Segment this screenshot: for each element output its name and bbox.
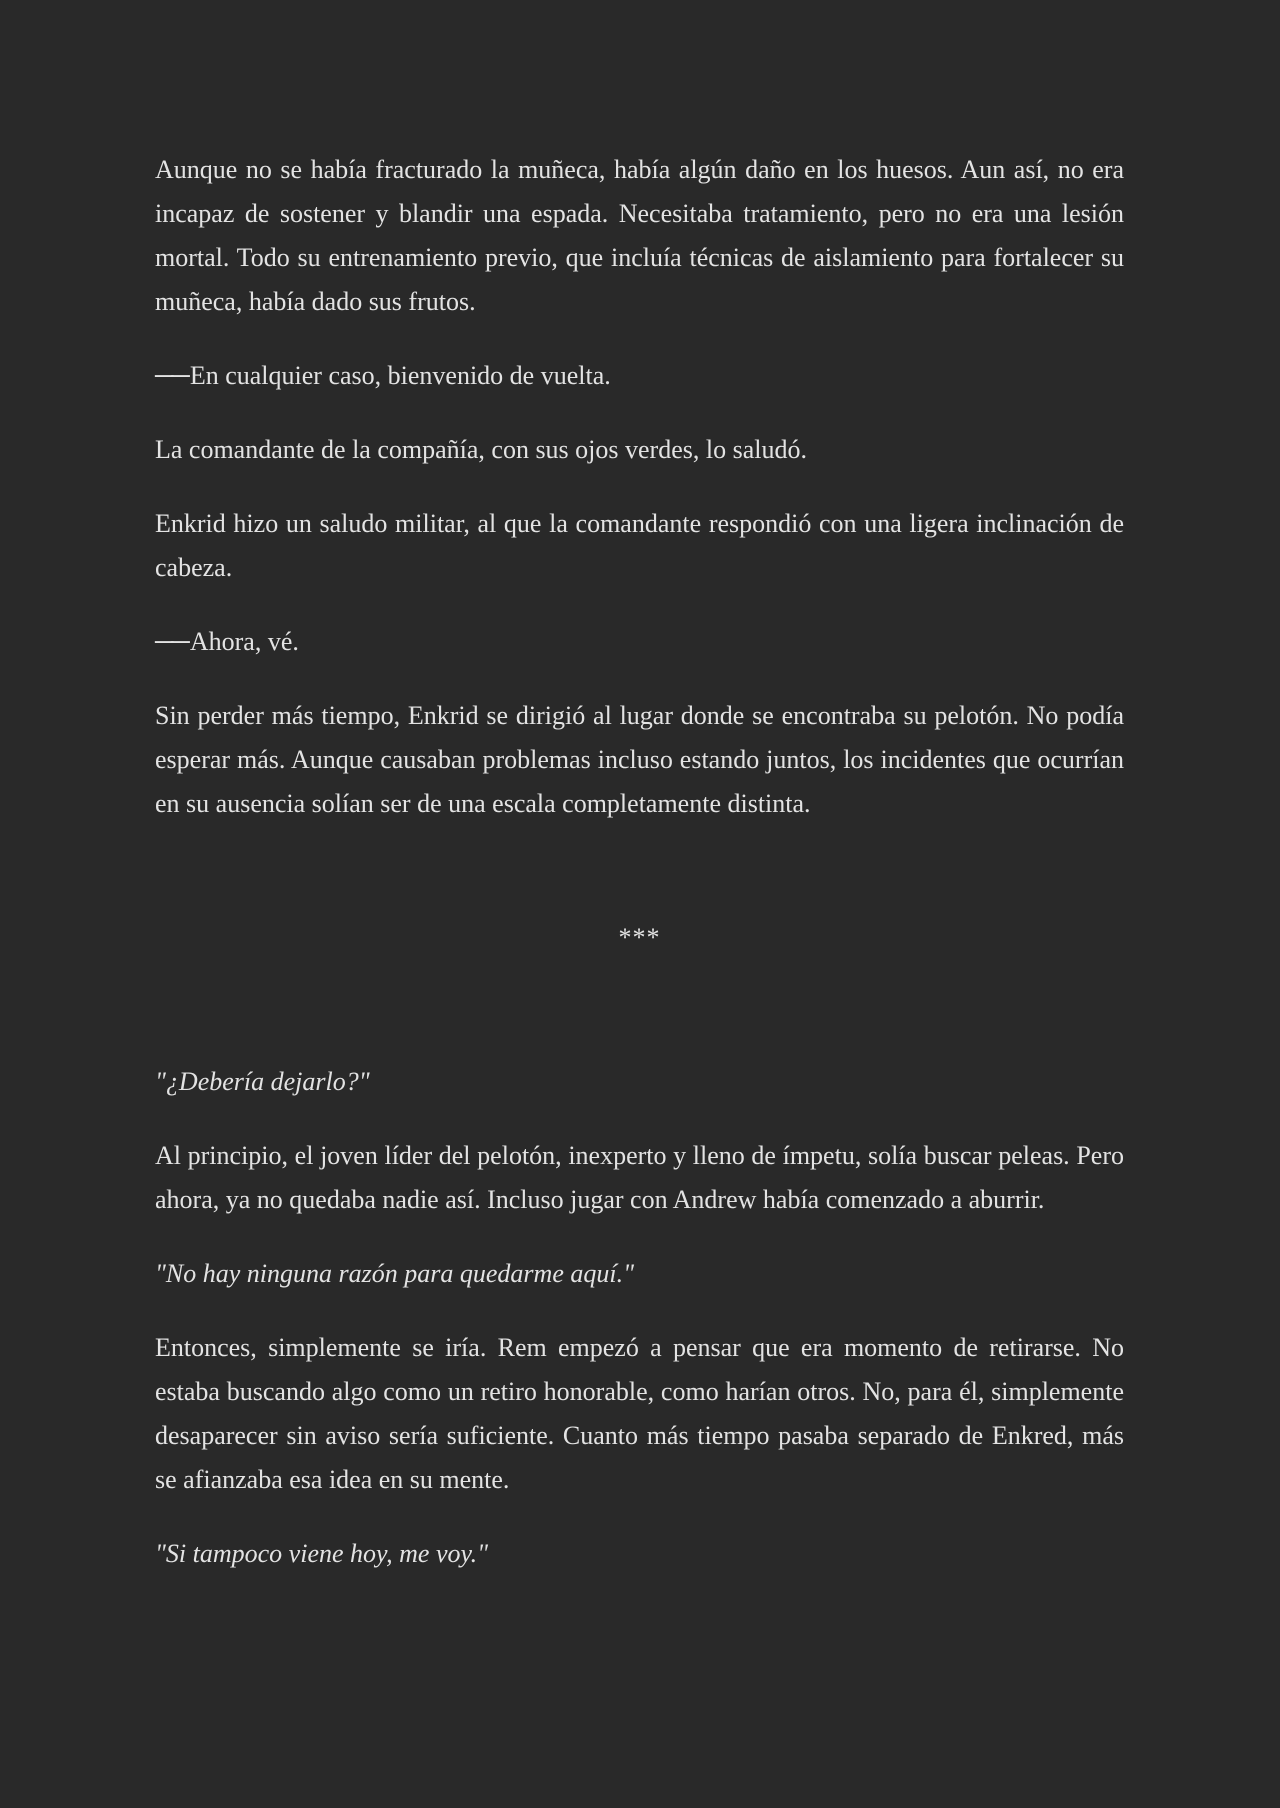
paragraph-enkrid-heads-to-platoon: Sin perder más tiempo, Enkrid se dirigió al lugar donde se encontraba su pelotón. No podía esperar más. Aunque causaban problemas incluso estando juntos, los incidentes que ocurrían en su ausencia solían ser de una escala completamente distinta.	[155, 701, 1124, 818]
thought-leave-today: "Si tampoco viene hoy, me voy."	[155, 1539, 489, 1568]
dialogue-text: Ahora, vé.	[189, 627, 299, 656]
paragraph-rem-retirement: Entonces, simplemente se iría. Rem empezó a pensar que era momento de retirarse. No estaba buscando algo como un retiro honorable, como harían otros. No, para él, simplemente desaparecer sin aviso sería suficiente. Cuanto más tiempo pasaba separado de Enkred, más se afianzaba esa idea en su mente.	[155, 1333, 1124, 1494]
dialogue-dash: ──	[155, 361, 188, 390]
paragraph-military-salute: Enkrid hizo un saludo militar, al que la comandante respondió con una ligera inclinación de cabeza.	[155, 509, 1124, 582]
thought-no-reason-to-stay: "No hay ninguna razón para quedarme aquí."	[155, 1259, 634, 1288]
thought-should-i-quit: "¿Debería dejarlo?"	[155, 1067, 370, 1096]
dialogue-text: En cualquier caso, bienvenido de vuelta.	[189, 361, 611, 390]
dialogue-dash: ──	[155, 627, 188, 656]
paragraph-wrist-injury: Aunque no se había fracturado la muñeca, había algún daño en los huesos. Aun así, no era incapaz de sostener y blandir una espada. Necesitaba tratamiento, pero no era una lesión mortal. Todo su entrenamiento previo, que incluía técnicas de aislamiento para fortalecer su muñeca, había dado sus frutos.	[155, 155, 1124, 316]
scene-separator: ***	[618, 923, 661, 952]
paragraph-commander-greeting: La comandante de la compañía, con sus ojos verdes, lo saludó.	[155, 435, 807, 464]
dialogue-now-go	[155, 620, 1124, 664]
paragraph-young-leader: Al principio, el joven líder del pelotón, inexperto y lleno de ímpetu, solía buscar peleas. Pero ahora, ya no quedaba nadie así. Incluso jugar con Andrew había comenzado a aburrir.	[155, 1141, 1124, 1214]
dialogue-welcome-back	[155, 354, 1124, 398]
